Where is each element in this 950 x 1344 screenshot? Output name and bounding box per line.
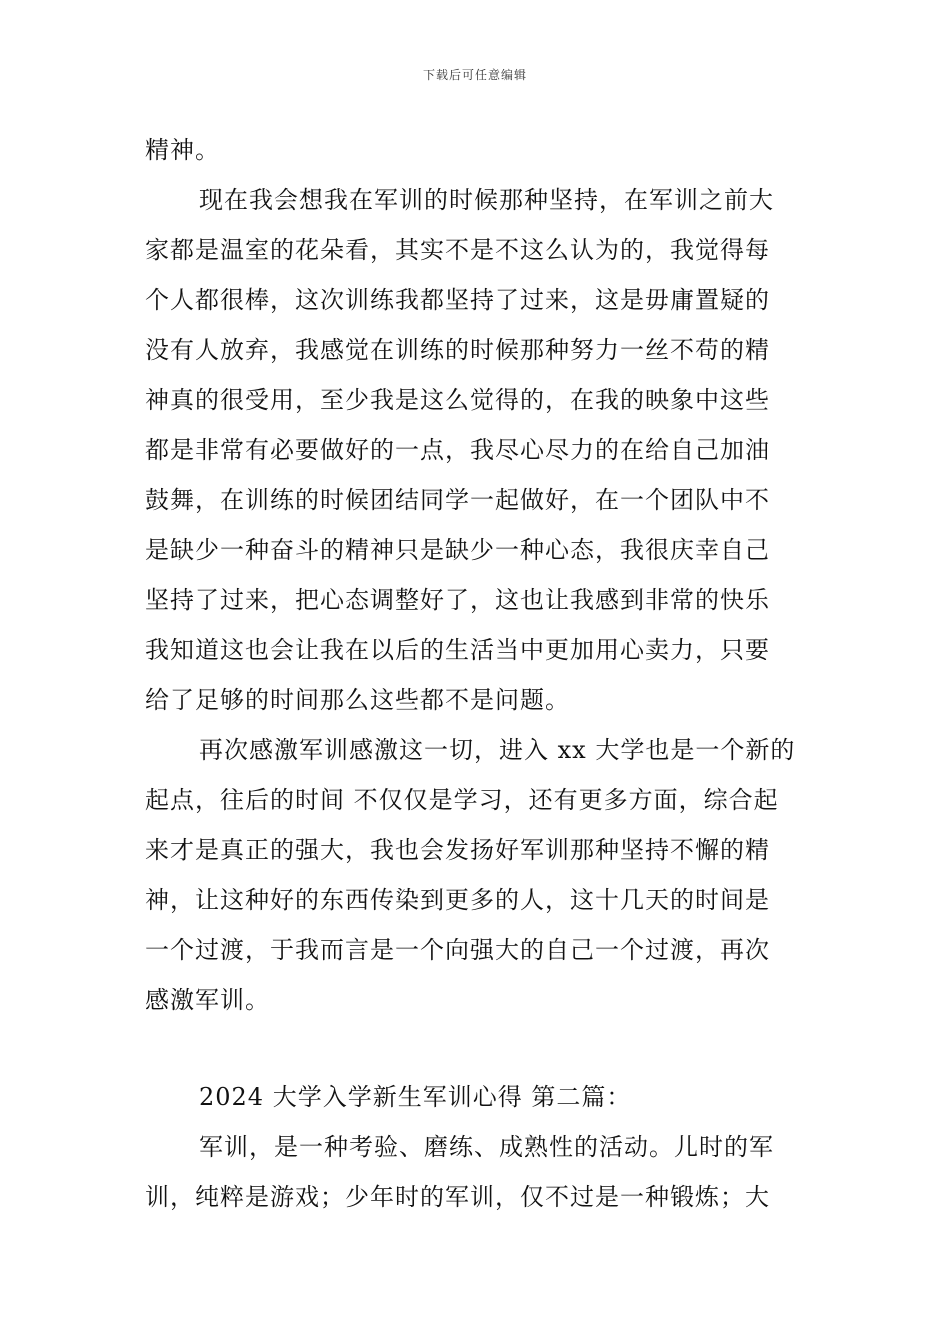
text-line: 家都是温室的花朵看，其实不是不这么认为的，我觉得每 [145,236,770,264]
section-heading: 2024 大学入学新生军训心得 第二篇： [199,1083,632,1111]
text-line: 精神。 [145,136,220,164]
text-line: 来才是真正的强大，我也会发扬好军训那种坚持不懈的精 [145,836,770,864]
text-line: 我知道这也会让我在以后的生活当中更加用心卖力，只要 [145,636,770,664]
text-line: 鼓舞，在训练的时候团结同学一起做好，在一个团队中不 [145,486,770,514]
text-line: 坚持了过来，把心态调整好了，这也让我感到非常的快乐 [145,586,770,614]
text-line: 是缺少一种奋斗的精神只是缺少一种心态，我很庆幸自己 [145,536,770,564]
text-line: 个人都很棒，这次训练我都坚持了过来，这是毋庸置疑的 [145,286,770,314]
text-line: 都是非常有必要做好的一点，我尽心尽力的在给自己加油 [145,436,770,464]
text-line: 神真的很受用，至少我是这么觉得的，在我的映象中这些 [145,386,770,414]
text-line: 起点，往后的时间 不仅仅是学习，还有更多方面，综合起 [145,786,779,814]
paragraph-first-line: 军训，是一种考验、磨练、成熟性的活动。儿时的军 [199,1133,774,1161]
header-note: 下载后可任意编辑 [422,68,527,82]
text-line: 没有人放弃，我感觉在训练的时候那种努力一丝不苟的精 [145,336,770,364]
text-line: 一个过渡，于我而言是一个向强大的自己一个过渡，再次 [145,936,770,964]
paragraph-first-line: 再次感激军训感激这一切，进入 xx 大学也是一个新的 [199,736,796,764]
paragraph-first-line: 现在我会想我在军训的时候那种坚持，在军训之前大 [199,186,774,214]
text-line: 训，纯粹是游戏；少年时的军训，仅不过是一种锻炼；大 [145,1183,770,1211]
text-line: 感激军训。 [145,986,270,1014]
text-line: 神，让这种好的东西传染到更多的人，这十几天的时间是 [145,886,770,914]
text-line: 给了足够的时间那么这些都不是问题。 [145,686,570,714]
